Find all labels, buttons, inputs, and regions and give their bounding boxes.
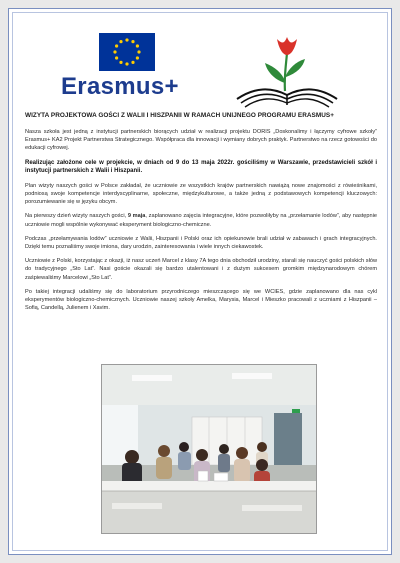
erasmus-logo <box>61 33 211 105</box>
eu-flag-icon <box>99 33 155 71</box>
paragraph-first-day <box>25 212 377 228</box>
paragraph-intro: Nasza szkoła jest jedną z instytucji partnerskich biorących udział w realizacji projektu DORIS „Doskonalimy i łączymy cyfrowe szkoły” Erasmus+ KA2 Projekt Partnerstwa Strategicznego. Współpraca dla innowacji i wymiany dobrych praktyk. Partnerstwo na rzecz gotowości do edukacji cyfrowej. <box>25 129 377 152</box>
classroom-photo <box>101 364 317 534</box>
first-day-text-a: Na pierwszy dzień wizyty naszych gości, <box>25 213 128 220</box>
paragraph-laboratory: Po takiej integracji udaliśmy się do laboratorium przyrodniczego mieszczącego się we WCIES, gdzie zaplanowano dla nas cykl eksperymentów biologiczno-chemicznych. Uczniowie naszej szkoły Amelka, Marysia, Marcel i Mieszko pracowali z uczniami z Hiszpanii – Sofią, Candellą, Julienem i Xavim. <box>25 288 377 312</box>
article-headline: WIZYTA PROJEKTOWA GOŚCI Z WALII I HISZPANII W RAMACH UNIJNEGO PROGRAMU ERASMUS+ <box>25 112 334 119</box>
paragraph-icebreaking: Podczas „przełamywania lodów” uczniowie z Walii, Hiszpanii i Polski oraz ich opiekunowie brali udział w zabawach i grach integracyjnych. Dzięki temu poznaliśmy swoje imiona, dary urodzin, zainteresowania i wiele innych ciekawostek. <box>25 235 377 251</box>
paragraph-lead: Realizując założone cele w projekcie, w dniach od 9 do 13 maja 2022r. gościliśmy w Warszawie, przedstawicieli szkół i instytucji partnerskich z Walii i Hiszpanii. <box>25 159 377 175</box>
book-tulip-logo <box>227 29 347 109</box>
paragraph-birthday: Uczniowie z Polski, korzystając z okazji, iż nasz uczeń Marcel z klasy 7A tego dnia obchodził urodziny, starali się nauczyć gości polskich słów do tradycyjnego „Sto Lat”. Nasi goście okazali się bardzo utalentowani i z dużym sukcesem gromkim międzynarodowym chórem zaśpiewaliśmy Marcelowi „Sto Lat”. <box>25 258 377 281</box>
paragraph-plan: Plan wizyty naszych gości w Polsce zakładał, że uczniowie ze wszystkich krajów partnerskich nawiążą nowe znajomości z rówieśnikami, podniosą swoje kompetencje interdyscyplinarne, społeczne, międzykulturowe, a także jedną z podstawowych kompetencji kluczowych: porozumiewanie się w języku obcym. <box>25 182 377 206</box>
first-day-date: 9 maja <box>127 213 146 220</box>
classroom-photo-illustration <box>102 365 317 534</box>
first-day-text-c: , zaplanowano zajęcia integracyjne, które pozwoliłyby na „przełamanie lodów”, aby następnie uczniowie mogli wspólnie wykonywać eksperyment biologiczno-chemiczne. <box>25 213 377 228</box>
article-body <box>25 111 377 318</box>
erasmus-logo-text: Erasmus+ <box>61 73 179 100</box>
document-page <box>8 8 392 555</box>
